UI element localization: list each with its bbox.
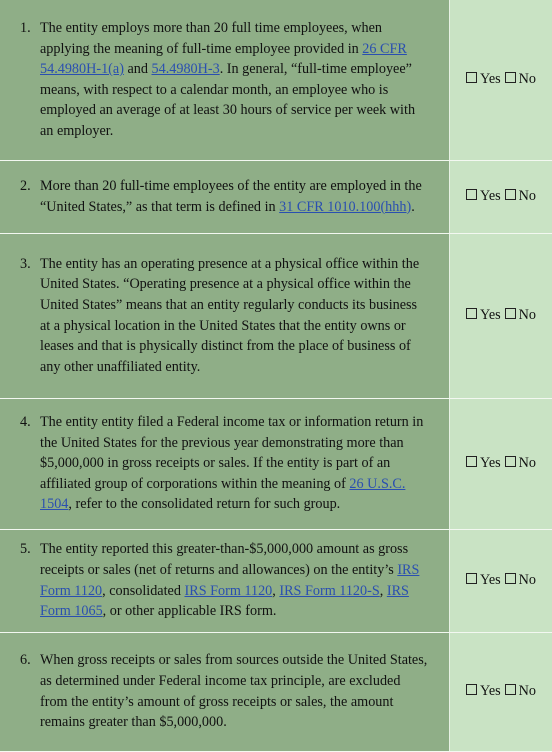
criterion-text: [40, 539, 429, 621]
citation-link[interactable]: IRS Form 1065: [40, 583, 409, 620]
criterion-number: 2.: [20, 176, 40, 217]
no-checkbox-option[interactable]: [505, 307, 536, 323]
yes-label: Yes: [480, 683, 501, 699]
criterion-text-fragment: , or other applicable IRS form.: [103, 603, 277, 619]
checkbox-icon[interactable]: [466, 456, 477, 467]
criterion-text-fragment: ,: [380, 583, 387, 599]
checkbox-icon[interactable]: [466, 684, 477, 695]
no-label: No: [519, 572, 536, 588]
yes-label: Yes: [480, 572, 501, 588]
answer-cell: [450, 233, 552, 398]
criterion-text-fragment: The entity has an operating presence at a physical office within the United States. “Operating presence at a physical office within the United States” means that an entity regularly conducts its business at a physical location in the United States that the entity owns or leases and that is physically distinct from the place of business of any other unaffiliated entity.: [40, 256, 419, 375]
no-checkbox-option[interactable]: [505, 71, 536, 87]
criterion-text-fragment: More than 20 full-time employees of the entity are employed in the “United States,” as that term is defined in: [40, 178, 422, 215]
checkbox-icon[interactable]: [505, 573, 516, 584]
criterion-text: [40, 254, 429, 378]
criterion-text-fragment: .: [411, 199, 415, 215]
no-label: No: [519, 455, 536, 471]
criterion-text-fragment: The entity entity filed a Federal income tax or information return in the United States for the previous year demonstrating more than $5,000,000 in gross receipts or sales. If the entity is part of an affiliated group of corporations within the meaning of: [40, 414, 423, 492]
yes-checkbox-option[interactable]: [466, 71, 501, 87]
yes-checkbox-option[interactable]: [466, 188, 501, 204]
checkbox-icon[interactable]: [466, 189, 477, 200]
criterion-number: 3.: [20, 254, 40, 378]
yes-checkbox-option[interactable]: [466, 455, 501, 471]
no-checkbox-option[interactable]: [505, 683, 536, 699]
criterion-text-fragment: and: [124, 61, 152, 77]
criterion-text-fragment: , consolidated: [102, 583, 184, 599]
checkbox-icon[interactable]: [505, 308, 516, 319]
no-label: No: [519, 683, 536, 699]
no-label: No: [519, 71, 536, 87]
checkbox-icon[interactable]: [505, 189, 516, 200]
criterion-text-fragment: . In general, “full-time employee” means, with respect to a calendar month, an employee who is employed an average of at least 30 hours of service per week with an employer.: [40, 61, 415, 139]
yes-checkbox-option[interactable]: [466, 572, 501, 588]
criterion-text: [40, 176, 429, 217]
checkbox-icon[interactable]: [466, 72, 477, 83]
criterion-text: [40, 650, 429, 732]
checkbox-icon[interactable]: [505, 456, 516, 467]
citation-link[interactable]: 54.4980H-3: [152, 61, 220, 77]
criterion-row: [0, 160, 552, 233]
criterion-text-cell: [0, 0, 450, 160]
citation-link[interactable]: 31 CFR 1010.100(hhh): [279, 199, 411, 215]
criterion-number: 5.: [20, 539, 40, 621]
yes-label: Yes: [480, 455, 501, 471]
citation-link[interactable]: IRS Form 1120: [185, 583, 273, 599]
answer-cell: [450, 160, 552, 233]
yes-checkbox-option[interactable]: [466, 683, 501, 699]
criterion-text-fragment: When gross receipts or sales from sources outside the United States, as determined under Federal income tax principle, are excluded from the entity’s amount of gross receipts or sales, the amount remains greater than $5,000,000.: [40, 652, 427, 730]
criterion-row: [0, 0, 552, 160]
checkbox-icon[interactable]: [466, 308, 477, 319]
criterion-number: 4.: [20, 412, 40, 515]
citation-link[interactable]: 26 U.S.C. 1504: [40, 476, 405, 513]
no-checkbox-option[interactable]: [505, 188, 536, 204]
criterion-row: [0, 233, 552, 398]
checkbox-icon[interactable]: [466, 573, 477, 584]
criterion-row: [0, 398, 552, 529]
yes-label: Yes: [480, 307, 501, 323]
answer-cell: [450, 398, 552, 529]
criterion-text-cell: [0, 233, 450, 398]
criterion-text-cell: [0, 398, 450, 529]
criterion-text: [40, 18, 429, 142]
criterion-number: 1.: [20, 18, 40, 142]
yes-checkbox-option[interactable]: [466, 307, 501, 323]
criterion-row: [0, 529, 552, 632]
checkbox-icon[interactable]: [505, 684, 516, 695]
criterion-number: 6.: [20, 650, 40, 732]
no-checkbox-option[interactable]: [505, 572, 536, 588]
answer-cell: [450, 0, 552, 160]
answer-cell: [450, 529, 552, 632]
criterion-text-fragment: ,: [272, 583, 279, 599]
criterion-text-cell: [0, 160, 450, 233]
criterion-text-cell: [0, 529, 450, 632]
criterion-text-fragment: The entity employs more than 20 full time employees, when applying the meaning of full-time employee provided in: [40, 20, 382, 57]
citation-link[interactable]: IRS Form 1120: [40, 562, 419, 599]
criterion-text-cell: [0, 632, 450, 751]
checkbox-icon[interactable]: [505, 72, 516, 83]
criterion-text-fragment: , refer to the consolidated return for such group.: [68, 496, 340, 512]
citation-link[interactable]: 26 CFR 54.4980H-1(a): [40, 41, 407, 78]
criterion-text-fragment: The entity reported this greater-than-$5,000,000 amount as gross receipts or sales (net of returns and allowances) on the entity’s: [40, 541, 408, 578]
no-label: No: [519, 188, 536, 204]
answer-cell: [450, 632, 552, 751]
yes-label: Yes: [480, 71, 501, 87]
citation-link[interactable]: IRS Form 1120-S: [279, 583, 379, 599]
no-checkbox-option[interactable]: [505, 455, 536, 471]
yes-label: Yes: [480, 188, 501, 204]
criterion-row: [0, 632, 552, 751]
criterion-text: [40, 412, 429, 515]
no-label: No: [519, 307, 536, 323]
